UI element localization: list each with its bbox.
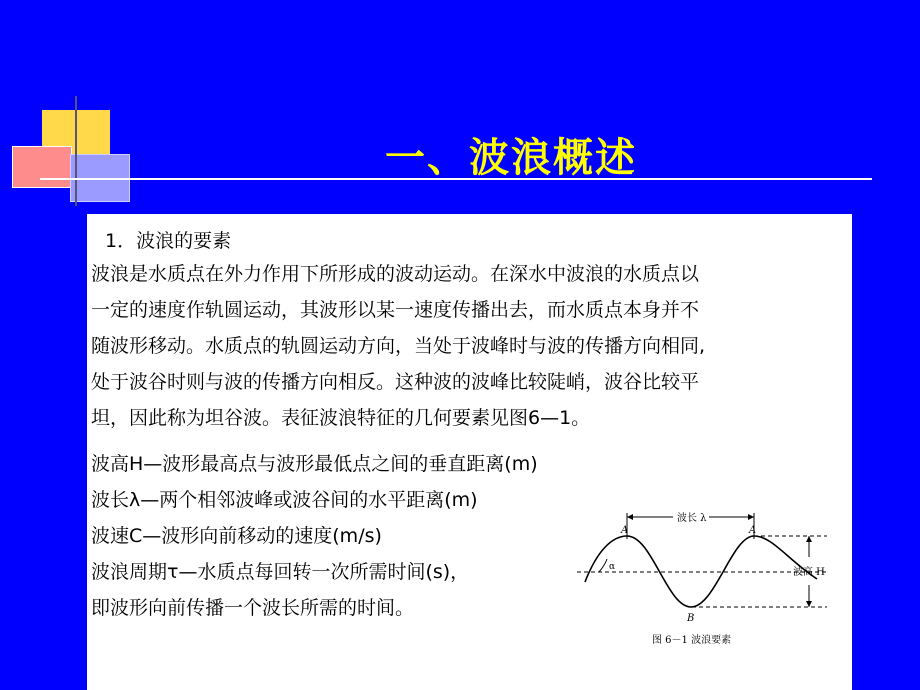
decor-vertical-line — [75, 96, 77, 206]
crest-label-right: A — [749, 525, 757, 536]
height-arrowhead-top — [806, 536, 812, 542]
definition-wave-period-cont: 即波形向前传播一个波长所需的时间。 — [91, 597, 415, 619]
arrowhead-right — [748, 514, 754, 520]
paragraph-line: 随波形移动。水质点的轨圆运动方向，当处于波峰时与波的传播方向相同, — [91, 335, 706, 357]
wavelength-label: 波长 λ — [677, 513, 707, 524]
angle-label: α — [609, 562, 616, 572]
trough-label: B — [687, 613, 695, 624]
slide-title: 一、波浪概述 — [385, 135, 637, 181]
definition-wave-speed: 波速C—波形向前移动的速度(m/s) — [91, 525, 382, 547]
height-arrowhead-bottom — [806, 601, 812, 607]
decor-red-square — [12, 146, 72, 188]
paragraph-line: 波浪是水质点在外力作用下所形成的波动运动。在深水中波浪的水质点以 — [91, 263, 700, 285]
definition-wave-period: 波浪周期τ—水质点每回转一次所需时间(s)， — [91, 561, 470, 583]
figure-caption: 图 6－1 波浪要素 — [652, 635, 732, 646]
crest-label-left: A — [621, 525, 629, 536]
definition-wavelength: 波长λ—两个相邻波峰或波谷间的水平距离(m) — [91, 489, 478, 511]
definition-wave-height: 波高H—波形最高点与波形最低点之间的垂直距离(m) — [91, 453, 538, 475]
wave-height-label: 波高 H — [793, 567, 825, 578]
content-panel — [87, 214, 852, 690]
paragraph-line: 坦，因此称为坦谷波。表征波浪特征的几何要素见图6—1。 — [91, 407, 591, 429]
angle-arc — [599, 559, 607, 572]
paragraph-line: 一定的速度作轨圆运动，其波形以某一速度传播出去，而水质点本身并不 — [91, 299, 700, 321]
section-heading: 1．波浪的要素 — [105, 230, 232, 252]
paragraph-line: 处于波谷时则与波的传播方向相反。这种波的波峰比较陡峭，波谷比较平 — [91, 371, 700, 393]
arrowhead-left — [627, 514, 633, 520]
